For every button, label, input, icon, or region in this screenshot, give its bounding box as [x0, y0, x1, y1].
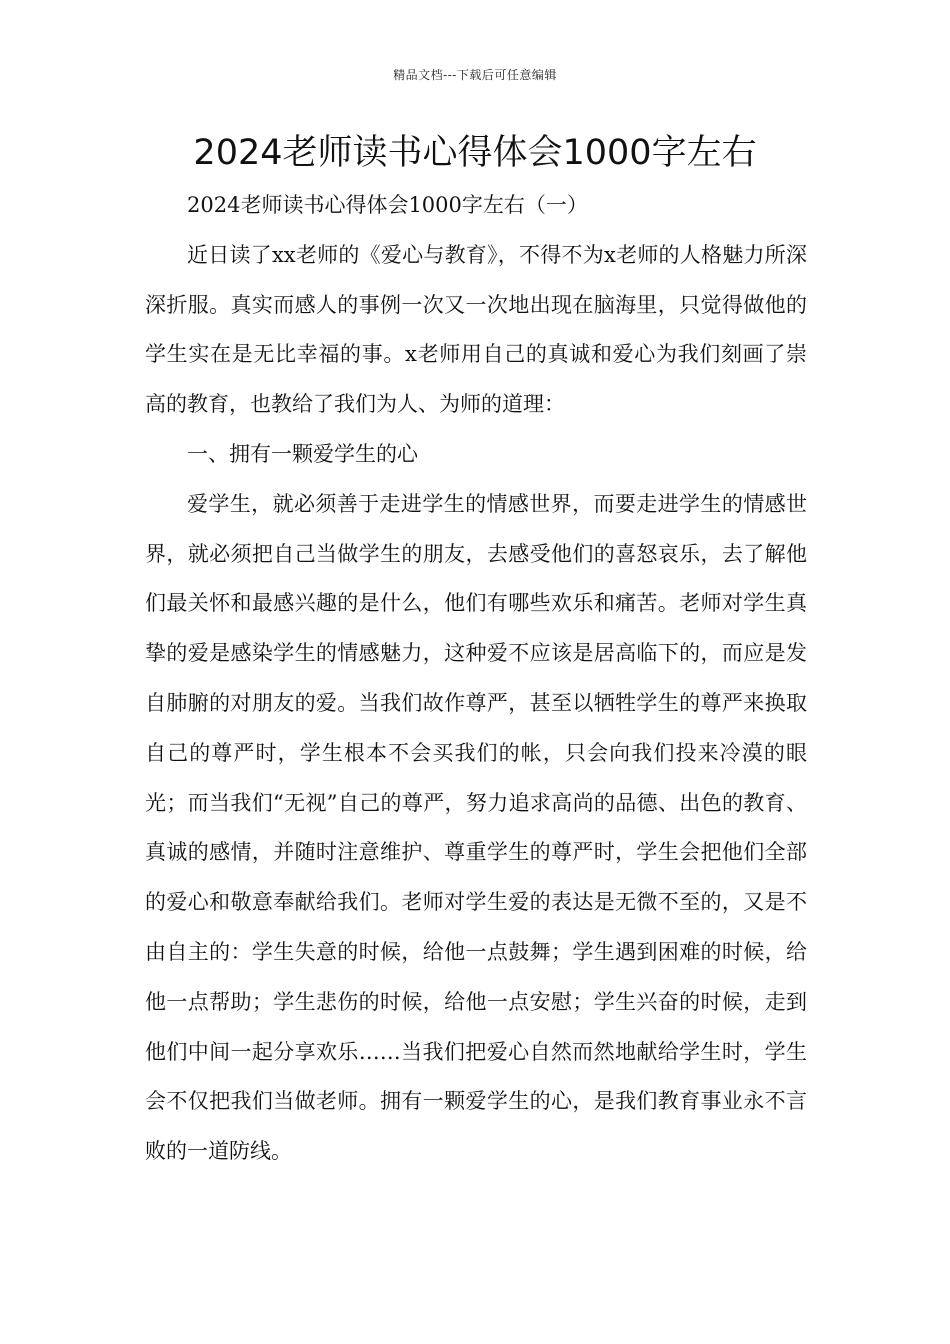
header-note: 精品文档---下载后可任意编辑: [393, 68, 557, 82]
subtitle: 2024老师读书心得体会1000字左右（一）: [187, 193, 588, 217]
paragraph-intro: 近日读了xx老师的《爱心与教育》，不得不为x老师的人格魅力所深深折服。真实而感人的事例一次又一次地出现在脑海里，只觉得做他的学生实在是无比幸福的事。x老师用自己的真诚和爱心为我们刻画了崇高的教育，也教给了我们为人、为师的道理：: [145, 242, 807, 417]
section-heading: 一、拥有一颗爱学生的心: [187, 441, 418, 466]
document-body: [145, 181, 807, 1177]
paragraph-body: 爱学生，就必须善于走进学生的情感世界，而要走进学生的情感世界，就必须把自己当做学生的朋友，去感受他们的喜怒哀乐，去了解他们最关怀和最感兴趣的是什么，他们有哪些欢乐和痛苦。老师对学生真挚的爱是感染学生的情感魅力，这种爱不应该是居高临下的，而应是发自肺腑的对朋友的爱。当我们故作尊严，甚至以牺牲学生的尊严来换取自己的尊严时，学生根本不会买我们的帐，只会向我们投来冷漠的眼光；而当我们“无视”自己的尊严，努力追求高尚的品德、出色的教育、真诚的感情，并随时注意维护、尊重学生的尊严时，学生会把他们全部的爱心和敬意奉献给我们。老师对学生爱的表达是无微不至的，又是不由自主的：学生失意的时候，给他一点鼓舞；学生遇到困难的时候，给他一点帮助；学生悲伤的时候，给他一点安慰；学生兴奋的时候，走到他们中间一起分享欢乐……当我们把爱心自然而然地献给学生时，学生会不仅把我们当做老师。拥有一颗爱学生的心，是我们教育事业永不言败的一道防线。: [145, 491, 807, 1164]
document-title: 2024老师读书心得体会1000字左右: [193, 133, 757, 173]
